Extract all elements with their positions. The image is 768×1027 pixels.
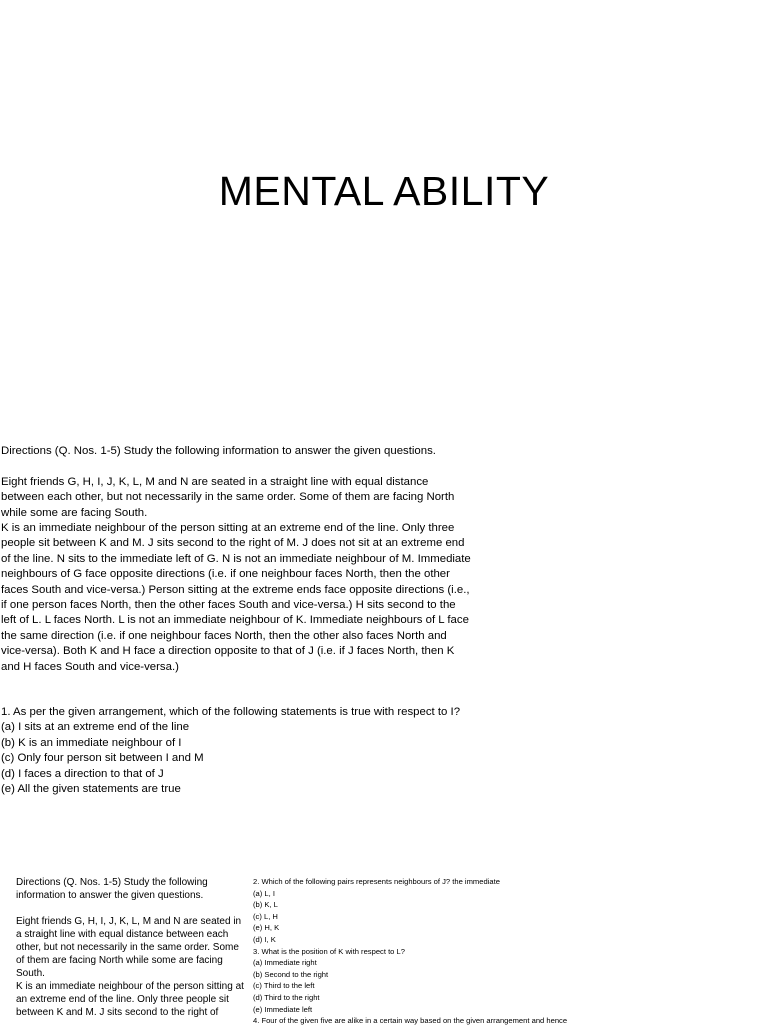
option-line: (c) Third to the left (253, 981, 315, 991)
puzzle-conditions: K is an immediate neighbour of the person sitting at an extreme end of the line. Only three people sit between K and M. J sits second to the right of M. J does not sit at an extreme end of the line. N sits to the immediate left of G. N is not an immediate neighbour of M. Immediate neighbours of G face opposite directions (i.e. if one neighbour faces North, then the other faces South and vice-versa.) Person sitting at the extreme ends face opposite directions (i.e., if one person faces North, then the other faces South and vice-versa.) H sits second to the left of L. L faces North. L is not an immediate neighbour of K. Immediate neighbours of L face the same direction (i.e. if one neighbour faces North, then the other also faces North and vice-versa). Both K and H face a direction opposite to that of J (i.e. if J faces North, then K and H faces South and vice-versa.) (1, 522, 471, 673)
option-d: (d) I faces a direction to that of J (1, 767, 164, 780)
question-block (1, 444, 471, 798)
option-b: (b) K is an immediate neighbour of I (1, 736, 182, 749)
option-line: (b) Second to the right (253, 969, 329, 979)
puzzle-conditions: K is an immediate neighbour of the person sitting at an extreme end of the line. Only three people sit between K and M. J sits second to the right of (16, 981, 244, 1018)
option-e: (e) All the given statements are true (1, 783, 181, 796)
directions-text: Directions (Q. Nos. 1-5) Study the following information to answer the given questions. (1, 445, 436, 457)
option-a: (a) I sits at an extreme end of the line (1, 721, 190, 734)
option-line: (b) K, L (253, 900, 278, 910)
option-line: (e) H, K (253, 923, 280, 933)
slide3-left-column (16, 876, 244, 1019)
slide-title: MENTAL ABILITY (218, 168, 550, 214)
slide3-right-column (253, 876, 763, 1027)
question-3: 3. What is the position of K with respect to L? (253, 946, 405, 956)
option-line: (c) L, H (253, 911, 278, 921)
puzzle-intro: Eight friends G, H, I, J, K, L, M and N are seated in a straight line with equal distance between each other, but not necessarily in the same order. Some of them are facing North while some are facing South. (1, 475, 455, 519)
option-line: (d) Third to the right (253, 992, 320, 1002)
directions-text: Directions (Q. Nos. 1-5) Study the following information to answer the given questions. (16, 877, 208, 901)
question-1: 1. As per the given arrangement, which of the following statements is true with respect to I? (1, 706, 461, 719)
question-2: 2. Which of the following pairs represents neighbours of J? the immediate (253, 877, 500, 886)
option-line: (a) L, I (253, 888, 275, 898)
question-4: 4. Four of the given five are alike in a certain way based on the given arrangement and hence (253, 1016, 568, 1026)
puzzle-intro: Eight friends G, H, I, J, K, L, M and N are seated in a straight line with equal distance between each other, but not necessarily in the same order. Some of them are facing North while some are facing South. (16, 916, 242, 979)
option-line: (e) Immediate left (253, 1004, 313, 1014)
option-line: (d) I, K (253, 934, 276, 944)
option-line: (a) Immediate right (253, 958, 317, 968)
option-c: (c) Only four person sit between I and M (1, 752, 204, 765)
